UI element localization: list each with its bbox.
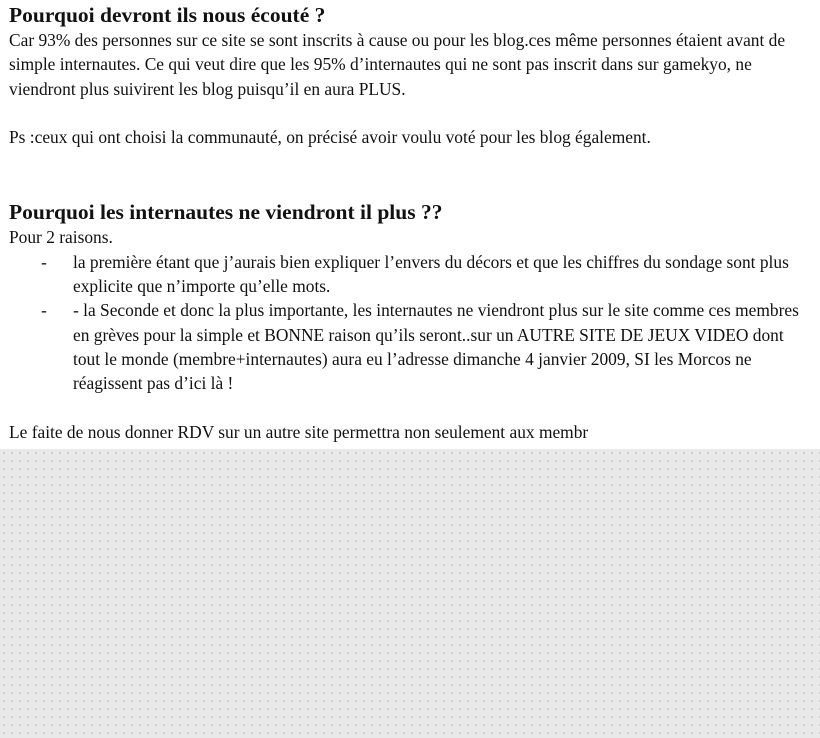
paragraph-ps: Ps :ceux qui ont choisi la communauté, on précisé avoir voulu voté pour les blog également. — [9, 127, 651, 148]
paragraph-reasons-intro: Pour 2 raisons. — [9, 227, 113, 248]
list-dash-marker: - — [41, 300, 47, 321]
list-item-text: - la Seconde et donc la plus importante, les internautes ne viendront plus sur le site comme ces membres en grèves pour la simple et BONNE raison qu’ils seront..sur un AUTRE SITE DE JEUX VIDEO dont tout le monde (membre+internautes) aura eu l’adresse dimanche 4 janvier 2009, SI les Morcos ne réagissent pas d’ici là ! — [73, 300, 799, 394]
list-item — [9, 298, 809, 395]
list-item-text: la première étant que j’aurais bien expliquer l’envers du décors et que les chiffres du sondage sont plus explicite que n’importe qu’elle mots. — [73, 251, 789, 297]
list-item — [9, 250, 809, 299]
reasons-list — [9, 250, 809, 396]
empty-canvas-area — [0, 449, 820, 738]
section-heading-listen: Pourquoi devront ils nous écouté ? — [9, 3, 326, 27]
paragraph-truncated: Le faite de nous donner RDV sur un autre site permettra non seulement aux membr — [9, 421, 589, 442]
paragraph-statistics: Car 93% des personnes sur ce site se sont inscrits à cause ou pour les blog.ces même personnes étaient avant de simple internautes. Ce qui veut dire que les 95% d’internautes qui ne sont pas inscrit dans sur gamekyo, ne viendront plus suivirent les blog puisqu’il en aura PLUS. — [9, 30, 786, 99]
list-dash-marker: - — [41, 251, 47, 272]
section-heading-internautes: Pourquoi les internautes ne viendront il plus ?? — [9, 200, 443, 225]
